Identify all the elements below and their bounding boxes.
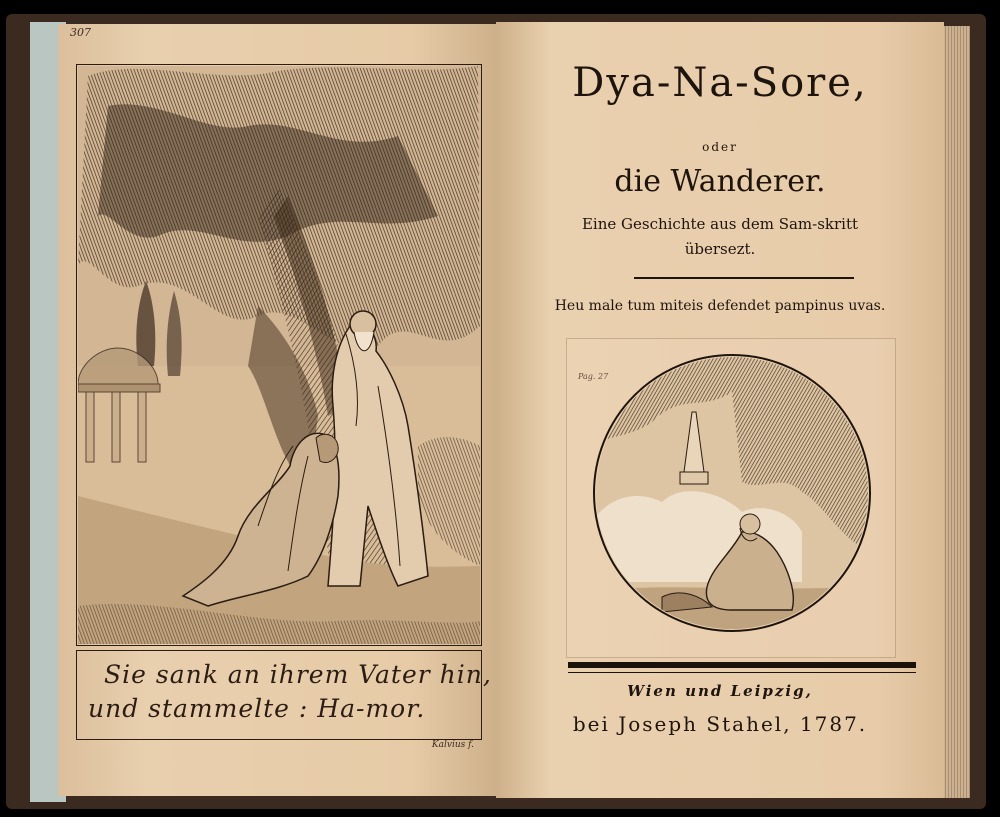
frontispiece-engraving-icon (78, 66, 480, 644)
book-subtitle: die Wanderer. (614, 164, 826, 199)
left-page (58, 24, 498, 796)
description-line-2: übersezt. (684, 240, 756, 258)
engraver-signature: Kalvius f. (431, 740, 474, 750)
title-connector: oder (702, 140, 738, 154)
title-rule (634, 277, 854, 279)
motto: Heu male tum miteis defendet pampinus uvas. (554, 298, 886, 314)
imprint-publisher: bei Joseph Stahel, 1787. (572, 712, 868, 736)
caption-line-2: und stammelte : Ha-mor. (88, 694, 426, 723)
imprint-place: Wien und Leipzig, (627, 682, 813, 700)
book-title: Dya-Na-Sore, (572, 60, 868, 106)
vignette-engraving-icon (592, 352, 872, 634)
caption-line-1: Sie sank an ihrem Vater hin, (104, 660, 492, 689)
right-page (496, 22, 944, 798)
imprint-rule-thin (568, 672, 916, 673)
imprint-rule-thick (568, 662, 916, 668)
page-number: 307 (70, 26, 91, 39)
plate-note: Pag. 27 (578, 372, 609, 381)
page-edges (940, 26, 970, 798)
description-line-1: Eine Geschichte aus dem Sam-skritt (581, 215, 859, 233)
